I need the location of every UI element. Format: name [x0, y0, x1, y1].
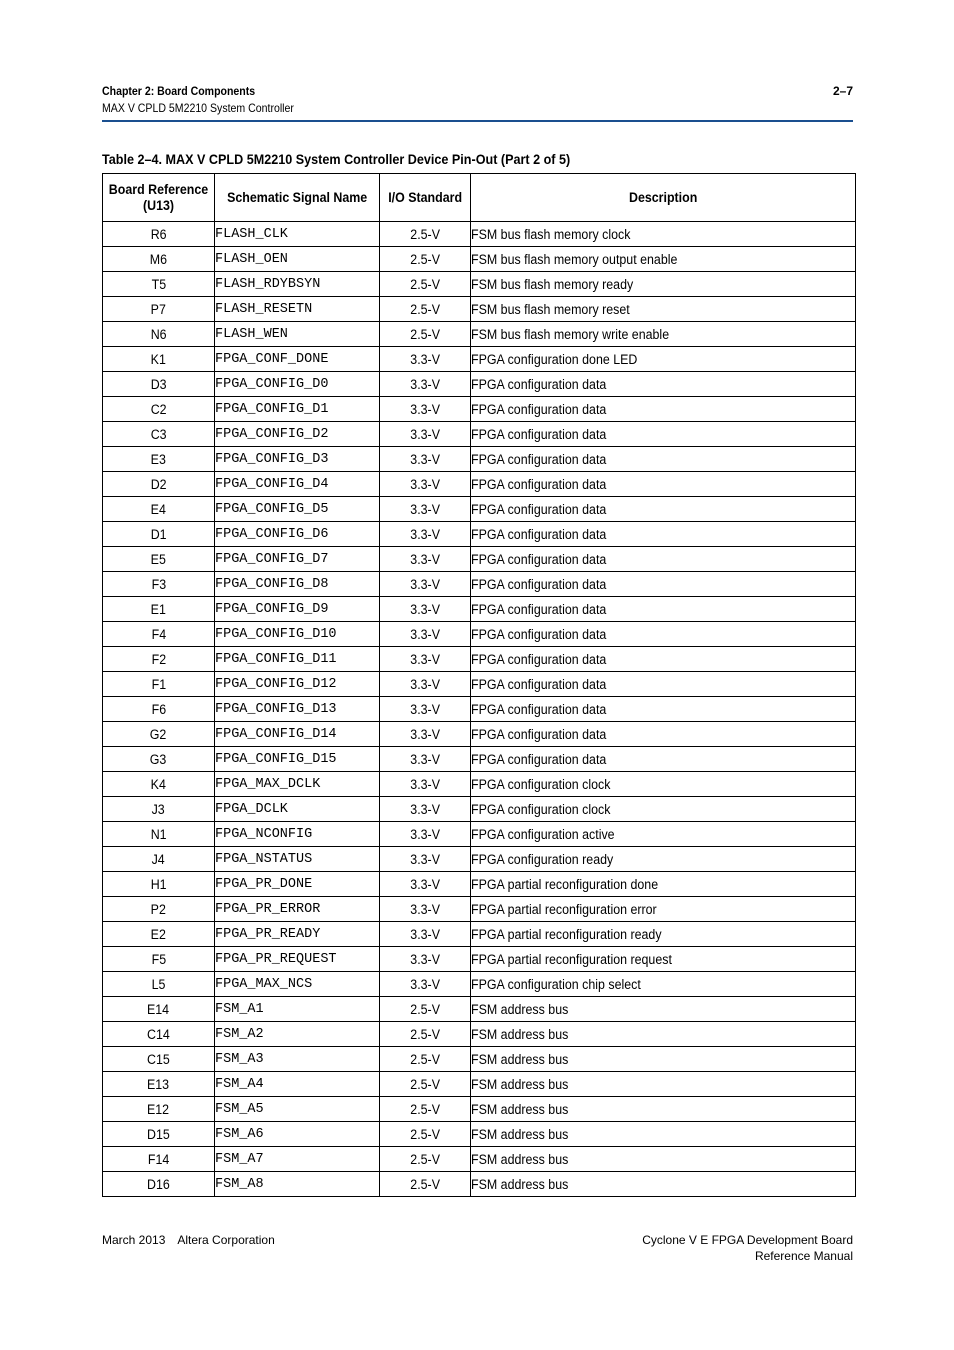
cell-board-reference: G3 [103, 747, 215, 772]
cell-board-reference: F2 [103, 647, 215, 672]
cell-board-reference: F1 [103, 672, 215, 697]
cell-board-reference: E13 [103, 1072, 215, 1097]
cell-board-reference: E2 [103, 922, 215, 947]
cell-description: FSM address bus [471, 1047, 856, 1072]
cell-description: FPGA configuration data [471, 497, 856, 522]
cell-io-standard: 3.3-V [380, 772, 471, 797]
cell-board-reference: F5 [103, 947, 215, 972]
cell-description: FPGA configuration data [471, 697, 856, 722]
cell-board-reference: D1 [103, 522, 215, 547]
cell-io-standard: 3.3-V [380, 522, 471, 547]
table-row [103, 972, 856, 997]
cell-description: FPGA configuration data [471, 547, 856, 572]
cell-board-reference: F14 [103, 1147, 215, 1172]
cell-signal-name: FPGA_CONFIG_D0 [215, 372, 380, 397]
cell-description: FSM bus flash memory reset [471, 297, 856, 322]
table-row [103, 797, 856, 822]
table-caption: Table 2–4. MAX V CPLD 5M2210 System Controller Device Pin-Out (Part 2 of 5) [102, 151, 571, 167]
footer-doc-title: Cyclone V E FPGA Development Board [642, 1233, 853, 1247]
cell-board-reference: R6 [103, 222, 215, 247]
cell-signal-name: FPGA_CONFIG_D8 [215, 572, 380, 597]
table-row [103, 272, 856, 297]
table-row [103, 247, 856, 272]
cell-signal-name: FPGA_CONFIG_D6 [215, 522, 380, 547]
cell-io-standard: 3.3-V [380, 822, 471, 847]
cell-board-reference: G2 [103, 722, 215, 747]
cell-io-standard: 2.5-V [380, 1072, 471, 1097]
page-header [102, 84, 853, 116]
cell-description: FPGA configuration clock [471, 797, 856, 822]
cell-signal-name: FPGA_MAX_DCLK [215, 772, 380, 797]
cell-signal-name: FPGA_MAX_NCS [215, 972, 380, 997]
cell-board-reference: D3 [103, 372, 215, 397]
cell-signal-name: FPGA_PR_READY [215, 922, 380, 947]
cell-signal-name: FLASH_RDYBSYN [215, 272, 380, 297]
cell-signal-name: FLASH_WEN [215, 322, 380, 347]
cell-io-standard: 2.5-V [380, 1172, 471, 1197]
cell-io-standard: 2.5-V [380, 272, 471, 297]
table-row [103, 297, 856, 322]
table-row [103, 1022, 856, 1047]
cell-signal-name: FPGA_NSTATUS [215, 847, 380, 872]
table-row [103, 1147, 856, 1172]
chapter-title: Chapter 2: Board Components [102, 84, 256, 98]
cell-description: FPGA configuration clock [471, 772, 856, 797]
cell-board-reference: H1 [103, 872, 215, 897]
cell-description: FSM address bus [471, 1097, 856, 1122]
cell-io-standard: 3.3-V [380, 347, 471, 372]
cell-board-reference: K1 [103, 347, 215, 372]
cell-io-standard: 3.3-V [380, 397, 471, 422]
cell-signal-name: FPGA_PR_REQUEST [215, 947, 380, 972]
table-row [103, 922, 856, 947]
cell-signal-name: FSM_A1 [215, 997, 380, 1022]
cell-description: FPGA configuration data [471, 647, 856, 672]
cell-board-reference: E4 [103, 497, 215, 522]
cell-description: FPGA configuration data [471, 372, 856, 397]
cell-description: FPGA configuration data [471, 622, 856, 647]
table-row [103, 847, 856, 872]
table-row [103, 1072, 856, 1097]
cell-signal-name: FLASH_OEN [215, 247, 380, 272]
table-row [103, 497, 856, 522]
cell-description: FPGA configuration data [471, 747, 856, 772]
table-row [103, 997, 856, 1022]
cell-board-reference: P2 [103, 897, 215, 922]
cell-description: FPGA configuration chip select [471, 972, 856, 997]
cell-description: FPGA configuration data [471, 597, 856, 622]
cell-board-reference: T5 [103, 272, 215, 297]
cell-io-standard: 2.5-V [380, 222, 471, 247]
cell-description: FSM bus flash memory clock [471, 222, 856, 247]
cell-io-standard: 3.3-V [380, 972, 471, 997]
cell-signal-name: FSM_A5 [215, 1097, 380, 1122]
cell-signal-name: FSM_A6 [215, 1122, 380, 1147]
cell-board-reference: K4 [103, 772, 215, 797]
table-row [103, 447, 856, 472]
cell-description: FSM bus flash memory write enable [471, 322, 856, 347]
cell-description: FPGA partial reconfiguration error [471, 897, 856, 922]
footer-right [642, 1232, 853, 1264]
cell-board-reference: C3 [103, 422, 215, 447]
cell-description: FPGA configuration active [471, 822, 856, 847]
column-header-signal-name: Schematic Signal Name [215, 174, 380, 222]
cell-description: FPGA configuration done LED [471, 347, 856, 372]
table-row [103, 897, 856, 922]
cell-signal-name: FPGA_PR_DONE [215, 872, 380, 897]
cell-io-standard: 2.5-V [380, 997, 471, 1022]
cell-signal-name: FPGA_NCONFIG [215, 822, 380, 847]
cell-board-reference: E5 [103, 547, 215, 572]
cell-signal-name: FPGA_CONFIG_D1 [215, 397, 380, 422]
cell-io-standard: 2.5-V [380, 322, 471, 347]
cell-board-reference: P7 [103, 297, 215, 322]
cell-board-reference: M6 [103, 247, 215, 272]
cell-signal-name: FSM_A2 [215, 1022, 380, 1047]
cell-description: FPGA partial reconfiguration done [471, 872, 856, 897]
cell-io-standard: 3.3-V [380, 572, 471, 597]
cell-io-standard: 3.3-V [380, 947, 471, 972]
cell-description: FSM address bus [471, 997, 856, 1022]
cell-board-reference: N6 [103, 322, 215, 347]
footer-company: Altera Corporation [177, 1233, 275, 1247]
cell-description: FSM address bus [471, 1172, 856, 1197]
cell-signal-name: FPGA_CONFIG_D13 [215, 697, 380, 722]
table-row [103, 672, 856, 697]
cell-signal-name: FPGA_CONFIG_D11 [215, 647, 380, 672]
cell-description: FPGA partial reconfiguration request [471, 947, 856, 972]
table-row [103, 1047, 856, 1072]
cell-board-reference: E1 [103, 597, 215, 622]
table-row [103, 1172, 856, 1197]
cell-io-standard: 3.3-V [380, 922, 471, 947]
cell-description: FSM address bus [471, 1147, 856, 1172]
cell-io-standard: 3.3-V [380, 797, 471, 822]
cell-board-reference: E12 [103, 1097, 215, 1122]
cell-board-reference: F4 [103, 622, 215, 647]
cell-board-reference: D16 [103, 1172, 215, 1197]
table-row [103, 722, 856, 747]
table-row [103, 222, 856, 247]
table-row [103, 422, 856, 447]
cell-io-standard: 3.3-V [380, 497, 471, 522]
cell-board-reference: J3 [103, 797, 215, 822]
cell-io-standard: 2.5-V [380, 1147, 471, 1172]
cell-signal-name: FPGA_CONFIG_D5 [215, 497, 380, 522]
table-row [103, 872, 856, 897]
cell-description: FPGA configuration data [471, 572, 856, 597]
cell-description: FPGA configuration data [471, 672, 856, 697]
cell-description: FSM address bus [471, 1022, 856, 1047]
cell-signal-name: FPGA_CONFIG_D3 [215, 447, 380, 472]
cell-signal-name: FSM_A8 [215, 1172, 380, 1197]
cell-signal-name: FLASH_CLK [215, 222, 380, 247]
cell-description: FPGA configuration data [471, 472, 856, 497]
cell-signal-name: FPGA_CONFIG_D9 [215, 597, 380, 622]
cell-description: FPGA configuration ready [471, 847, 856, 872]
cell-signal-name: FPGA_CONFIG_D10 [215, 622, 380, 647]
cell-board-reference: N1 [103, 822, 215, 847]
cell-io-standard: 2.5-V [380, 297, 471, 322]
cell-description: FSM bus flash memory ready [471, 272, 856, 297]
footer-left [102, 1232, 275, 1248]
cell-io-standard: 3.3-V [380, 897, 471, 922]
cell-board-reference: C15 [103, 1047, 215, 1072]
table-row [103, 647, 856, 672]
table-row [103, 522, 856, 547]
cell-io-standard: 3.3-V [380, 722, 471, 747]
cell-signal-name: FPGA_CONFIG_D2 [215, 422, 380, 447]
cell-board-reference: C2 [103, 397, 215, 422]
cell-description: FPGA configuration data [471, 522, 856, 547]
table-row [103, 772, 856, 797]
header-rule [102, 120, 853, 122]
cell-signal-name: FSM_A4 [215, 1072, 380, 1097]
table-row [103, 347, 856, 372]
table-row [103, 397, 856, 422]
cell-board-reference: J4 [103, 847, 215, 872]
cell-board-reference: C14 [103, 1022, 215, 1047]
cell-io-standard: 3.3-V [380, 422, 471, 447]
table-body [103, 222, 856, 1197]
cell-io-standard: 3.3-V [380, 747, 471, 772]
cell-signal-name: FPGA_PR_ERROR [215, 897, 380, 922]
cell-description: FSM address bus [471, 1072, 856, 1097]
cell-io-standard: 3.3-V [380, 672, 471, 697]
cell-signal-name: FSM_A7 [215, 1147, 380, 1172]
cell-description: FPGA partial reconfiguration ready [471, 922, 856, 947]
table-row [103, 472, 856, 497]
table-row [103, 597, 856, 622]
table-row [103, 622, 856, 647]
table-row [103, 697, 856, 722]
cell-io-standard: 3.3-V [380, 872, 471, 897]
cell-description: FSM address bus [471, 1122, 856, 1147]
cell-io-standard: 2.5-V [380, 1122, 471, 1147]
cell-io-standard: 2.5-V [380, 1022, 471, 1047]
cell-board-reference: F6 [103, 697, 215, 722]
cell-io-standard: 3.3-V [380, 547, 471, 572]
column-header-io-standard: I/O Standard [380, 174, 471, 222]
cell-signal-name: FPGA_CONFIG_D4 [215, 472, 380, 497]
table-row [103, 1097, 856, 1122]
table-row [103, 372, 856, 397]
cell-io-standard: 3.3-V [380, 597, 471, 622]
cell-io-standard: 3.3-V [380, 372, 471, 397]
footer-doc-subtitle: Reference Manual [754, 1249, 853, 1263]
cell-board-reference: D2 [103, 472, 215, 497]
cell-io-standard: 2.5-V [380, 1097, 471, 1122]
cell-board-reference: D15 [103, 1122, 215, 1147]
cell-io-standard: 2.5-V [380, 1047, 471, 1072]
section-title: MAX V CPLD 5M2210 System Controller [102, 101, 294, 115]
page-number: 2–7 [832, 84, 853, 98]
table-row [103, 572, 856, 597]
cell-signal-name: FPGA_CONFIG_D14 [215, 722, 380, 747]
cell-description: FPGA configuration data [471, 447, 856, 472]
column-header-board-reference: Board Reference (U13) [103, 174, 215, 222]
cell-description: FPGA configuration data [471, 422, 856, 447]
cell-io-standard: 3.3-V [380, 447, 471, 472]
table-row [103, 747, 856, 772]
cell-board-reference: E14 [103, 997, 215, 1022]
cell-io-standard: 3.3-V [380, 472, 471, 497]
table-header-row [103, 174, 856, 222]
table-row [103, 547, 856, 572]
cell-io-standard: 3.3-V [380, 647, 471, 672]
table-row [103, 822, 856, 847]
column-header-description: Description [471, 174, 856, 222]
cell-description: FPGA configuration data [471, 397, 856, 422]
pinout-table [102, 173, 856, 1197]
table-row [103, 1122, 856, 1147]
cell-signal-name: FPGA_CONFIG_D15 [215, 747, 380, 772]
cell-board-reference: L5 [103, 972, 215, 997]
cell-signal-name: FPGA_CONFIG_D7 [215, 547, 380, 572]
cell-io-standard: 3.3-V [380, 622, 471, 647]
cell-board-reference: F3 [103, 572, 215, 597]
cell-signal-name: FLASH_RESETN [215, 297, 380, 322]
table-row [103, 947, 856, 972]
cell-io-standard: 3.3-V [380, 847, 471, 872]
cell-signal-name: FPGA_DCLK [215, 797, 380, 822]
cell-io-standard: 3.3-V [380, 697, 471, 722]
table-row [103, 322, 856, 347]
cell-signal-name: FPGA_CONFIG_D12 [215, 672, 380, 697]
cell-board-reference: E3 [103, 447, 215, 472]
cell-description: FPGA configuration data [471, 722, 856, 747]
cell-signal-name: FPGA_CONF_DONE [215, 347, 380, 372]
cell-description: FSM bus flash memory output enable [471, 247, 856, 272]
cell-io-standard: 2.5-V [380, 247, 471, 272]
footer-date: March 2013 [102, 1233, 166, 1247]
cell-signal-name: FSM_A3 [215, 1047, 380, 1072]
